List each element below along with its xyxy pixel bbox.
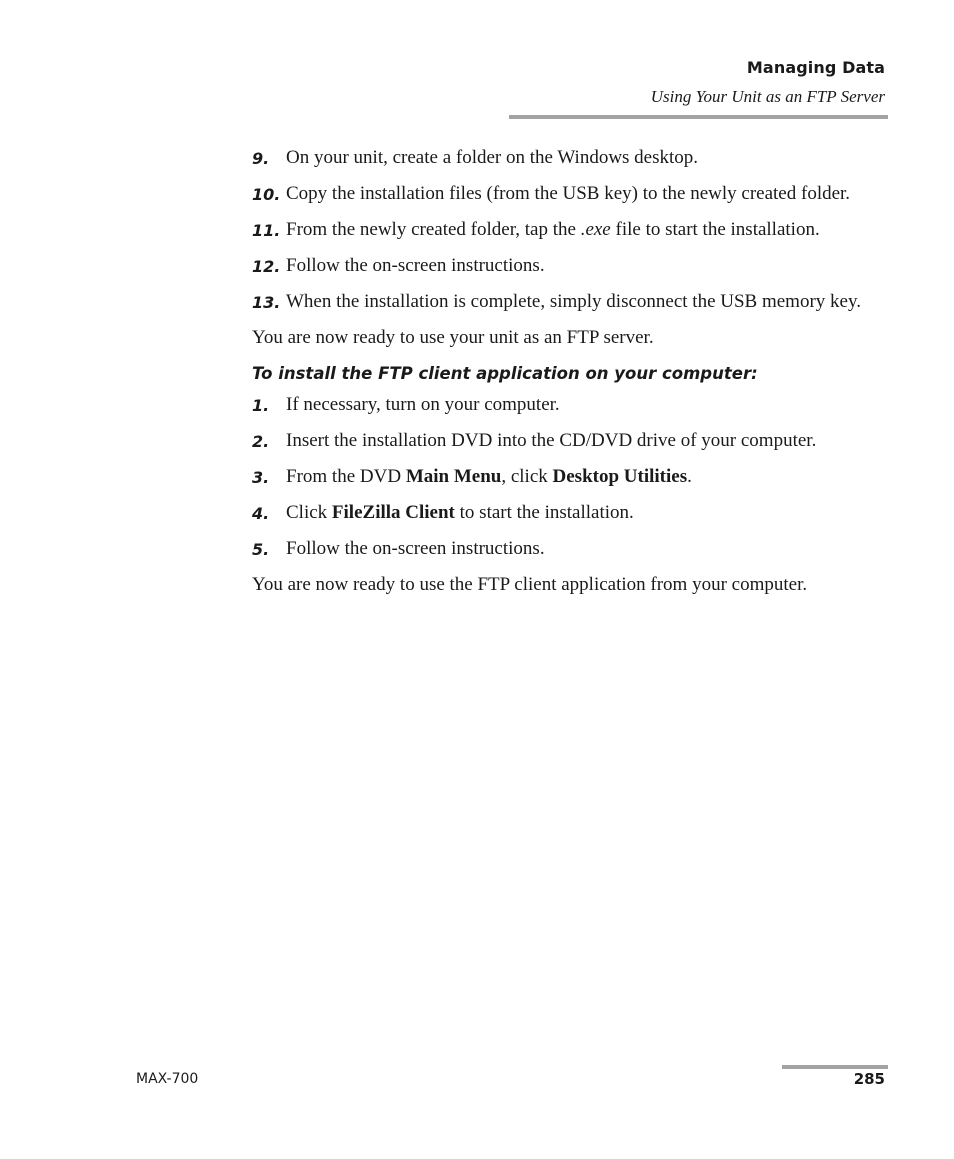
step-number: 2. [252, 432, 270, 451]
step-1 [252, 393, 892, 417]
step-3 [252, 465, 892, 489]
step-text: When the installation is complete, simply disconnect the USB memory key. [286, 291, 861, 312]
step-text [286, 502, 634, 523]
header-rule [509, 115, 888, 119]
step-9 [252, 146, 892, 170]
chapter-title: Managing Data [746, 58, 885, 77]
result-paragraph: You are now ready to use the FTP client application from your computer. [252, 574, 808, 595]
step-text-part: From the DVD [286, 466, 406, 487]
step-text-part: to start the installation. [454, 502, 634, 523]
step-number: 10. [252, 185, 281, 204]
step-text: On your unit, create a folder on the Windows desktop. [286, 147, 699, 168]
step-text-part: , click [501, 466, 553, 487]
step-text: Insert the installation DVD into the CD/DVD drive of your computer. [286, 430, 817, 451]
section-title: Using Your Unit as an FTP Server [650, 87, 885, 106]
file-extension: .exe [580, 219, 611, 240]
step-text-part: From the newly created folder, tap the [286, 219, 581, 240]
step-number: 1. [252, 396, 270, 415]
step-text-part: . [687, 466, 692, 487]
step-text-part: Click [286, 502, 332, 523]
result-paragraph: You are now ready to use your unit as an FTP server. [252, 327, 654, 348]
menu-name: Main Menu [405, 466, 502, 487]
step-4 [252, 501, 892, 525]
step-12 [252, 254, 892, 278]
step-number: 5. [252, 540, 270, 559]
step-text: Follow the on-screen instructions. [286, 538, 545, 559]
step-11 [252, 218, 892, 242]
page-number: 285 [853, 1070, 885, 1088]
application-name: FileZilla Client [331, 502, 455, 523]
step-text: If necessary, turn on your computer. [286, 394, 560, 415]
step-number: 11. [252, 221, 281, 240]
step-number: 9. [252, 149, 270, 168]
step-text-part: file to start the installation. [610, 219, 820, 240]
step-number: 12. [252, 257, 281, 276]
page-body [252, 146, 892, 609]
step-number: 13. [252, 293, 281, 312]
step-text [286, 466, 692, 487]
step-number: 4. [252, 504, 270, 523]
step-number: 3. [252, 468, 270, 487]
step-2 [252, 429, 892, 453]
product-model: MAX-700 [136, 1071, 199, 1087]
step-13 [252, 290, 892, 314]
step-5 [252, 537, 892, 561]
step-text: Follow the on-screen instructions. [286, 255, 545, 276]
footer-rule [782, 1065, 888, 1069]
menu-item-name: Desktop Utilities [552, 466, 688, 487]
procedure-heading: To install the FTP client application on your computer: [252, 364, 758, 383]
step-text: Copy the installation files (from the USB key) to the newly created folder. [286, 183, 851, 204]
step-10 [252, 182, 892, 206]
step-text [286, 219, 820, 240]
